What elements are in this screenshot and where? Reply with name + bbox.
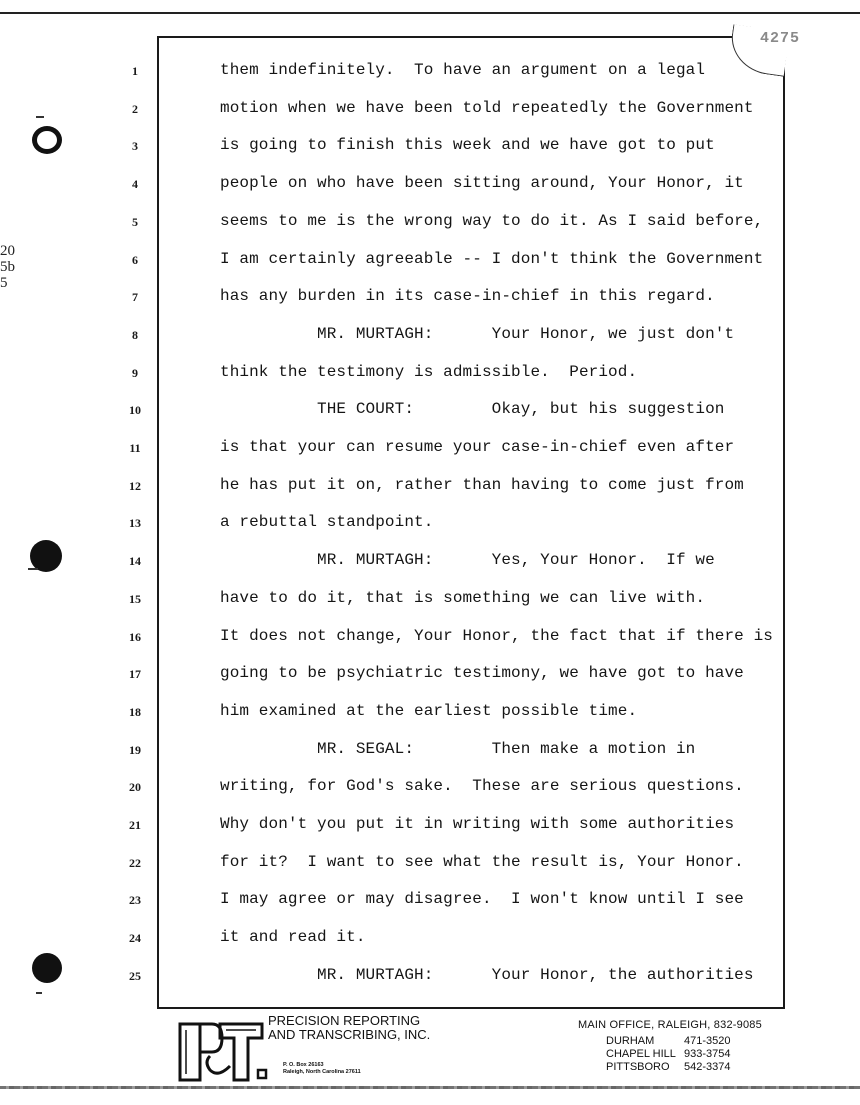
hole-mark	[36, 116, 44, 118]
office-list	[578, 1019, 762, 1074]
transcript-line: MR. MURTAGH: Yes, Your Honor. If we	[220, 551, 715, 570]
line-number: 12	[129, 478, 141, 493]
address-line: Raleigh, North Carolina 27611	[283, 1069, 361, 1075]
transcript-line: it and read it.	[220, 928, 366, 947]
transcript-line: he has put it on, rather than having to come just from	[220, 475, 744, 494]
line-number: 25	[129, 968, 141, 983]
footer	[0, 1010, 860, 1105]
line-number: 3	[132, 139, 138, 154]
transcript-line: MR. SEGAL: Then make a motion in	[220, 739, 696, 758]
transcript-line: seems to me is the wrong way to do it. As I said before,	[220, 211, 764, 230]
hole-mark	[28, 568, 38, 570]
page-stamp: 4275	[760, 30, 801, 47]
transcript-line: It does not change, Your Honor, the fact that if there is	[220, 626, 773, 645]
line-number: 15	[129, 591, 141, 606]
transcript-line: them indefinitely. To have an argument on a legal	[220, 61, 706, 79]
transcript-line: is going to finish this week and we have got to put	[220, 136, 715, 155]
transcript-line: I am certainly agreeable -- I don't think the Government	[220, 249, 764, 268]
line-number: 16	[129, 629, 141, 644]
transcript-line: writing, for God's sake. These are serious questions.	[220, 777, 744, 796]
bottom-border	[0, 1086, 860, 1089]
transcript-line: for it? I want to see what the result is, Your Honor.	[220, 852, 744, 871]
line-number: 2	[132, 101, 138, 116]
line-number: 7	[132, 290, 138, 305]
line-number: 5	[132, 214, 138, 229]
office-phone: 542-3374	[684, 1061, 731, 1073]
margin-note-line: 5b	[0, 259, 15, 275]
line-number: 6	[132, 252, 138, 267]
line-number: 1	[132, 64, 138, 78]
transcript-line: motion when we have been told repeatedly the Government	[220, 98, 754, 117]
top-border	[0, 0, 860, 14]
line-number: 18	[129, 704, 141, 719]
line-number: 21	[129, 818, 141, 832]
main-office: MAIN OFFICE, RALEIGH, 832-9085	[578, 1019, 762, 1031]
company-name-line: AND TRANSCRIBING, INC.	[268, 1027, 431, 1042]
line-number: 10	[129, 403, 141, 418]
margin-note-line: 5	[0, 275, 8, 291]
office-phone: 471-3520	[684, 1035, 731, 1047]
line-number: 14	[129, 554, 141, 569]
transcript-line: has any burden in its case-in-chief in this regard.	[220, 287, 715, 306]
line-number: 22	[129, 855, 141, 870]
transcript-line: him examined at the earliest possible time.	[220, 701, 638, 720]
transcript-line: MR. MURTAGH: Your Honor, we just don't	[220, 324, 735, 343]
office-city: CHAPEL HILL	[606, 1048, 676, 1060]
transcript-line: Why don't you put it in writing with some authorities	[220, 815, 735, 833]
line-number: 8	[132, 327, 138, 342]
line-number: 11	[129, 441, 141, 455]
line-number: 19	[129, 742, 141, 757]
margin-note-line: 20	[0, 243, 15, 259]
transcript-line: I may agree or may disagree. I won't know until I see	[220, 890, 744, 909]
transcript-line: have to do it, that is something we can live with.	[220, 588, 706, 607]
office-phone: 933-3754	[684, 1048, 731, 1060]
line-number: 20	[129, 780, 141, 795]
line-number: 4	[132, 177, 138, 192]
binder-hole	[32, 126, 62, 154]
transcript-line: think the testimony is admissible. Period.	[220, 362, 638, 381]
transcript-line: is that your can resume your case-in-chief even after	[220, 438, 735, 456]
company-name	[268, 1014, 430, 1042]
line-number: 9	[132, 365, 138, 380]
hole-mark	[36, 992, 42, 994]
line-number: 23	[129, 893, 141, 908]
office-row	[606, 1061, 762, 1074]
office-city: PITTSBORO	[606, 1061, 670, 1073]
line-number: 13	[129, 516, 141, 531]
address-line: P. O. Box 26163	[283, 1062, 324, 1068]
company-address	[283, 1062, 361, 1076]
transcript-line: people on who have been sitting around, Your Honor, it	[220, 174, 744, 193]
transcript-line: MR. MURTAGH: Your Honor, the authorities	[220, 965, 754, 984]
line-number: 24	[129, 931, 141, 946]
transcript-line: going to be psychiatric testimony, we have got to have	[220, 664, 744, 683]
binder-hole	[32, 953, 62, 983]
office-row	[606, 1048, 762, 1061]
line-number: 17	[129, 667, 141, 682]
transcript-line: THE COURT: Okay, but his suggestion	[220, 400, 725, 419]
margin-note	[0, 243, 15, 291]
office-row	[606, 1035, 762, 1048]
transcript-line: a rebuttal standpoint.	[220, 513, 434, 532]
company-name-line: PRECISION REPORTING	[268, 1013, 421, 1028]
office-city: DURHAM	[606, 1035, 655, 1047]
pt-logo-icon	[174, 1018, 268, 1084]
